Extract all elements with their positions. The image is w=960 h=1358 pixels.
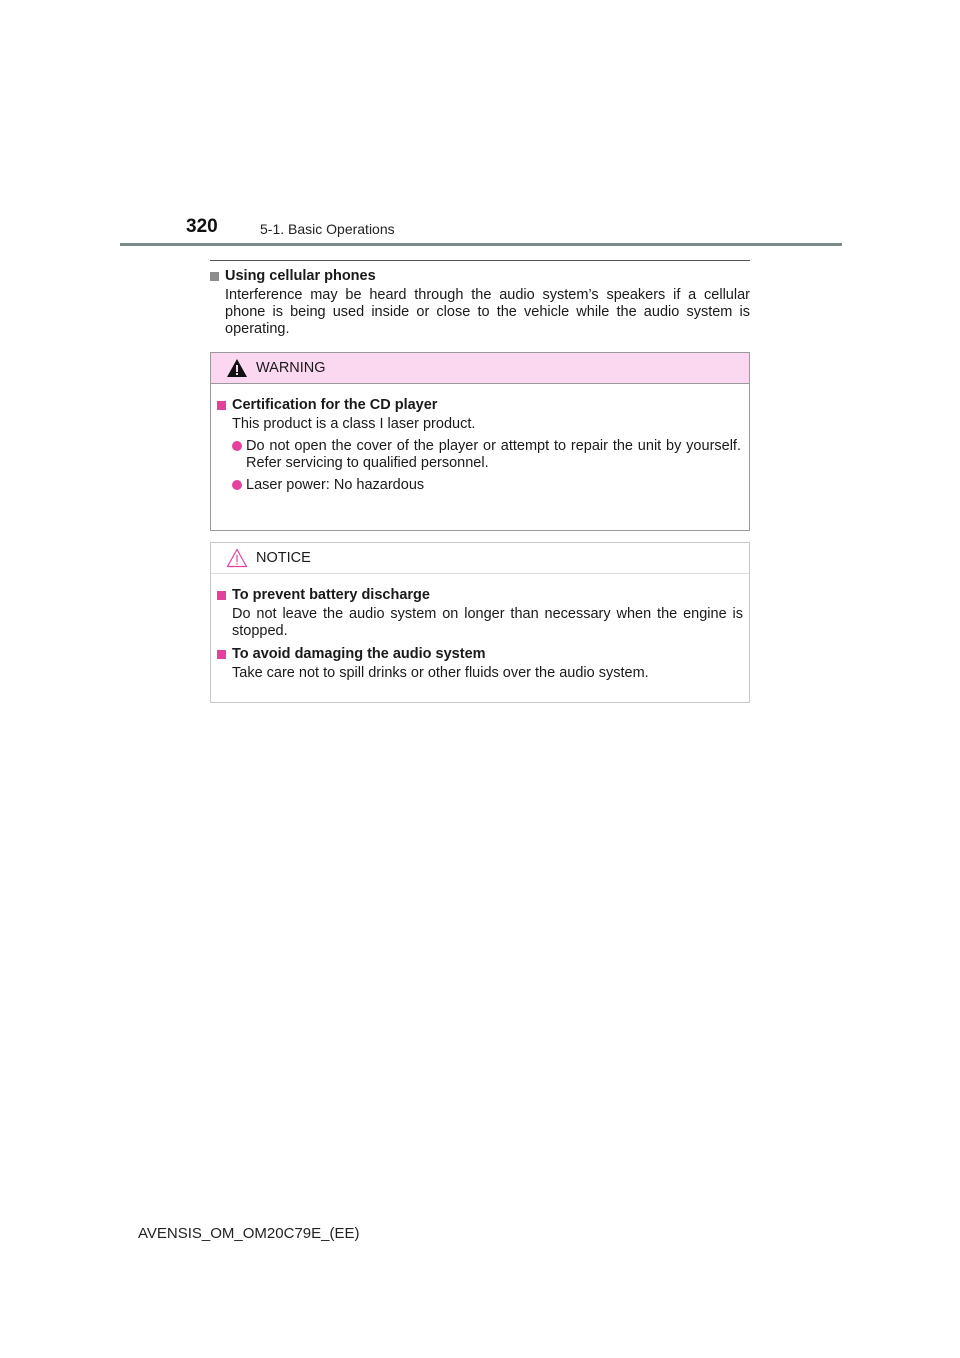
notice-item [217,586,743,640]
warning-bullet-text: Do not open the cover of the player or attempt to repair the unit by yourself. Refer servicing to qualified personnel. [246,438,741,471]
square-bullet-icon [217,591,226,600]
warning-bullet-text: Laser power: No hazardous [246,477,425,493]
notice-box [210,542,750,703]
notice-label: NOTICE [256,550,311,566]
warning-item-heading: Certification for the CD player [232,397,438,413]
notice-item-text: Do not leave the audio system on longer than necessary when the engine is stopped. [232,606,743,639]
warning-header [211,353,749,384]
warning-bullet [232,477,743,494]
page-number: 320 [186,216,218,237]
circle-bullet-icon [232,480,242,490]
section-title: 5-1. Basic Operations [260,221,395,237]
document-code: AVENSIS_OM_OM20C79E_(EE) [138,1225,360,1242]
cellular-text: Interference may be heard through the audio system’s speakers if a cellular phone is being used inside or close to the vehicle while the audio system is operating. [225,287,750,337]
square-bullet-icon [217,401,226,410]
notice-item-text: Take care not to spill drinks or other fluids over the audio system. [232,665,649,681]
notice-header [211,543,749,574]
warning-item-text: This product is a class I laser product. [232,416,476,432]
caution-outline-icon [226,548,248,568]
circle-bullet-icon [232,441,242,451]
header-rule [120,243,842,246]
warning-box [210,352,750,531]
square-bullet-icon [210,272,219,281]
notice-item-heading: To avoid damaging the audio system [232,646,486,662]
warning-bullet [232,438,743,472]
cellular-heading: Using cellular phones [225,268,376,284]
cellular-phones-section [210,267,750,338]
notice-item [217,645,743,682]
content-divider [210,260,750,261]
warning-label: WARNING [256,360,326,376]
square-bullet-icon [217,650,226,659]
warning-triangle-icon [226,358,248,378]
notice-item-heading: To prevent battery discharge [232,587,430,603]
